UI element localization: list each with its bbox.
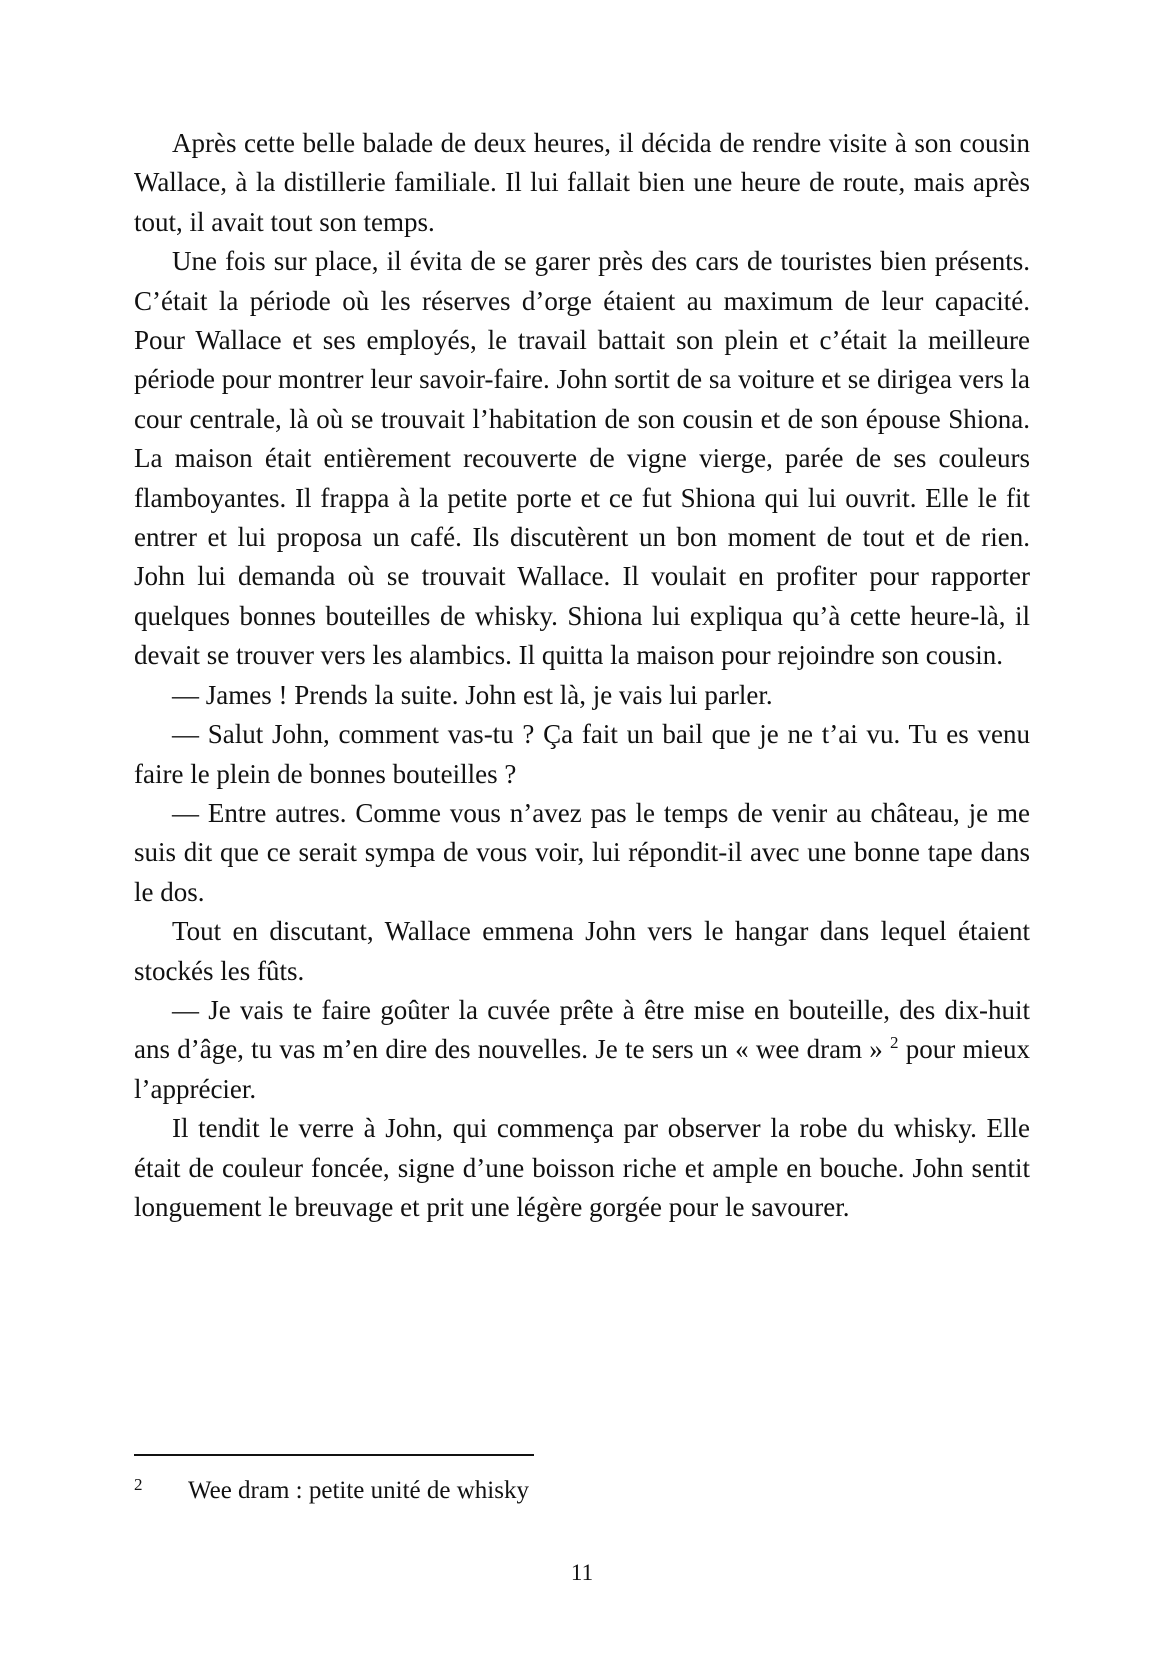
dialogue-text-before-note: — Je vais te faire goûter la cuvée prête à être mise en bouteille, des dix-huit ans d’âge, tu vas m’en dire des nouvelles. Je te sers un « wee dram » — [134, 994, 1030, 1065]
dialogue-line-with-footnote — [134, 991, 1030, 1109]
footnote-text: Wee dram : petite unité de whisky — [188, 1477, 529, 1504]
footnote-reference: 2 — [890, 1033, 899, 1053]
dialogue-line: — Entre autres. Comme vous n’avez pas le temps de venir au château, je me suis dit que ce serait sympa de vous voir, lui répondit-il avec une bonne tape dans le dos. — [134, 797, 1030, 907]
paragraph: Il tendit le verre à John, qui commença par observer la robe du whisky. Elle était de couleur foncée, signe d’une boisson riche et ample en bouche. John sentit longuement le breuvage et prit une légère gorgée pour le savourer. — [134, 1113, 1030, 1222]
paragraph: Une fois sur place, il évita de se garer près des cars de touristes bien présents. C’était la période où les réserves d’orge étaient au maximum de leur capacité. Pour Wallace et ses employés, le travail battait son plein et c’était la meilleure période pour montrer leur savoir-faire. John sortit de sa voiture et se dirigea vers la cour centrale, là où se trouvait l’habitation de son cousin et de son épouse Shiona. La maison était entièrement recouverte de vigne vierge, parée de ses couleurs flamboyantes. Il frappa à la petite porte et ce fut Shiona qui lui ouvrit. Elle le fit entrer et lui proposa un café. Ils discutèrent un bon moment de tout et de rien. John lui demanda où se trouvait Wallace. Il voulait en profiter pour rapporter quelques bonnes bouteilles de whisky. Shiona lui expliqua qu’à cette heure-là, il devait se trouver vers les alambics. Il quitta la maison pour rejoindre son cousin. — [134, 246, 1030, 671]
dialogue-line: — James ! Prends la suite. John est là, je vais lui parler. — [172, 679, 773, 710]
footnote: 2 Wee dram : petite unité de whisky — [134, 1475, 529, 1504]
dialogue-text-after-note: pour mieux l’apprécier. — [134, 1034, 1030, 1104]
paragraph: Après cette belle balade de deux heures, il décida de rendre visite à son cousin Wallace, à la distillerie familiale. Il lui fallait bien une heure de route, mais après tout, il avait tout son temps. — [134, 128, 1030, 237]
paragraph: Tout en discutant, Wallace emmena John vers le hangar dans lequel étaient stockés les fûts. — [134, 916, 1030, 986]
footnote-separator — [134, 1454, 534, 1456]
page-number: 11 — [570, 1560, 594, 1585]
dialogue-line: — Salut John, comment vas-tu ? Ça fait un bail que je ne t’ai vu. Tu es venu faire le plein de bonnes bouteilles ? — [134, 719, 1030, 789]
body-text — [134, 124, 1030, 1227]
